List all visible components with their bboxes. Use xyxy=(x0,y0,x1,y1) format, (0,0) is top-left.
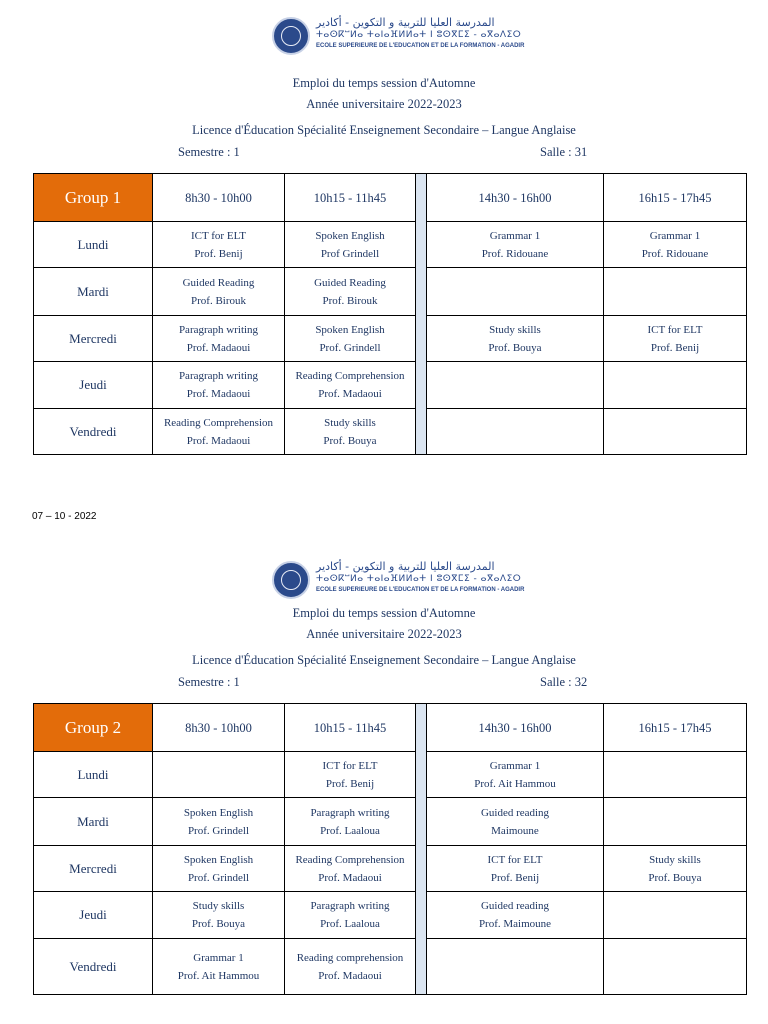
class-cell xyxy=(427,362,604,409)
class-cell xyxy=(285,222,416,268)
class-cell xyxy=(153,409,285,455)
document-date: 07 – 10 - 2022 xyxy=(32,511,97,522)
professor-name: Prof. Bouya xyxy=(648,871,702,884)
class-cell xyxy=(427,892,604,939)
class-cell xyxy=(285,362,416,409)
professor-name: Prof Grindell xyxy=(320,247,380,260)
day-label: Vendredi xyxy=(34,409,153,455)
class-cell xyxy=(604,752,747,798)
room-label: Salle : 32 xyxy=(540,675,588,689)
class-cell xyxy=(285,798,416,846)
school-logo xyxy=(272,560,525,600)
class-cell xyxy=(604,316,747,362)
academic-year: Année universitaire 2022-2023 xyxy=(306,97,462,111)
professor-name: Prof. Madaoui xyxy=(186,434,251,447)
schedule-block-2 xyxy=(0,530,768,1000)
slot-header: 8h30 - 10h00 xyxy=(153,704,285,752)
class-cell xyxy=(285,316,416,362)
day-label: Mardi xyxy=(34,798,153,846)
professor-name: Prof. Laaloua xyxy=(320,918,380,930)
slot-header: 10h15 - 11h45 xyxy=(285,704,416,752)
professor-name: Prof. Bouya xyxy=(191,918,246,930)
course-name: Reading comprehension xyxy=(296,951,404,964)
course-name: Study skills xyxy=(489,323,541,336)
course-name: Guided Reading xyxy=(182,276,255,289)
group-label: Group 1 xyxy=(34,174,153,222)
class-cell xyxy=(604,268,747,316)
course-name: Guided Reading xyxy=(314,276,386,289)
course-name: ICT for ELT xyxy=(191,229,246,242)
class-cell xyxy=(604,798,747,846)
schedule-title: Emploi du temps session d'Automne xyxy=(292,606,476,620)
school-name-tifinagh: ⵜⴰⵙⴽⵯⵍⴰ ⵜⴰⵏⴰⴼⵍⵍⴰⵜ ⵏ ⵓⵙⴳⵎⵉ - ⴰⴳⴰⴷⵉⵔ xyxy=(316,574,522,584)
school-name-tifinagh: ⵜⴰⵙⴽⵯⵍⴰ ⵜⴰⵏⴰⴼⵍⵍⴰⵜ ⵏ ⵓⵙⴳⵎⵉ - ⴰⴳⴰⴷⵉⵔ xyxy=(316,30,522,40)
class-cell xyxy=(427,409,604,455)
class-cell xyxy=(285,939,416,995)
professor-name: Prof. Maimoune xyxy=(478,918,552,930)
day-label: Mercredi xyxy=(34,316,153,362)
school-name-french: ECOLE SUPERIEURE DE L'EDUCATION ET DE LA FORMATION - AGADIR xyxy=(316,587,525,593)
group-label: Group 2 xyxy=(34,704,153,752)
day-label: Jeudi xyxy=(34,892,153,939)
class-cell xyxy=(427,798,604,846)
course-name: Grammar 1 xyxy=(489,759,541,772)
course-name: Guided reading xyxy=(480,900,550,912)
schedule-title: Emploi du temps session d'Automne xyxy=(292,76,476,90)
class-cell xyxy=(153,222,285,268)
day-label: Vendredi xyxy=(34,939,153,995)
course-name: Grammar 1 xyxy=(489,229,541,242)
course-name: Study skills xyxy=(649,853,701,866)
class-cell xyxy=(427,846,604,892)
day-label: Mardi xyxy=(34,268,153,316)
professor-name: Prof. Grindell xyxy=(187,871,250,884)
professor-name: Prof. Benij xyxy=(325,777,375,790)
timetable-group-2 xyxy=(33,703,747,995)
class-cell xyxy=(153,268,285,316)
day-label: Jeudi xyxy=(34,362,153,409)
school-name-french: ECOLE SUPERIEURE DE L'EDUCATION ET DE LA FORMATION - AGADIR xyxy=(316,43,525,49)
class-cell xyxy=(604,939,747,995)
class-cell xyxy=(285,409,416,455)
lunch-break-column xyxy=(416,704,427,995)
professor-name: Prof. Laaloua xyxy=(320,824,380,837)
schedule-block-1 xyxy=(0,0,768,470)
room-label: Salle : 31 xyxy=(540,145,588,159)
professor-name: Prof. Benij xyxy=(194,247,243,260)
professor-name: Prof. Madaoui xyxy=(186,388,251,400)
professor-name: Prof. Benij xyxy=(490,871,540,884)
professor-name: Prof. Madaoui xyxy=(318,388,382,400)
class-cell xyxy=(427,939,604,995)
course-name: ICT for ELT xyxy=(322,759,378,772)
professor-name: Prof. Birouk xyxy=(191,294,246,307)
class-cell xyxy=(153,892,285,939)
class-cell xyxy=(604,222,747,268)
day-label: Mercredi xyxy=(34,846,153,892)
professor-name: Maimoune xyxy=(491,824,539,837)
professor-name: Prof. Birouk xyxy=(322,294,378,307)
course-name: Spoken English xyxy=(183,806,254,819)
slot-header: 16h15 - 17h45 xyxy=(604,174,747,222)
course-name: Paragraph writing xyxy=(310,900,390,912)
professor-name: Prof. Madaoui xyxy=(318,871,382,884)
professor-name: Prof. Benij xyxy=(650,341,700,354)
class-cell xyxy=(153,362,285,409)
class-cell xyxy=(604,409,747,455)
course-name: Paragraph writing xyxy=(178,370,259,382)
class-cell xyxy=(427,752,604,798)
day-label: Lundi xyxy=(34,222,153,268)
slot-header: 10h15 - 11h45 xyxy=(285,174,416,222)
course-name: ICT for ELT xyxy=(487,853,543,866)
course-name: Guided reading xyxy=(480,806,550,819)
school-seal-icon xyxy=(272,561,310,599)
class-cell xyxy=(427,316,604,362)
slot-header: 16h15 - 17h45 xyxy=(604,704,747,752)
professor-name: Prof. Ridouane xyxy=(641,247,709,260)
class-cell xyxy=(153,752,285,798)
course-name: Study skills xyxy=(324,416,376,429)
course-name: Paragraph writing xyxy=(178,323,259,336)
course-name: Spoken English xyxy=(315,323,385,336)
slot-header: 14h30 - 16h00 xyxy=(427,704,604,752)
class-cell xyxy=(285,752,416,798)
professor-name: Prof. Bouya xyxy=(488,341,542,354)
program-title: Licence d'Éducation Spécialité Enseignement Secondaire – Langue Anglaise xyxy=(192,653,576,667)
lunch-break-column xyxy=(416,174,427,455)
class-cell xyxy=(153,939,285,995)
course-name: Reading Comprehension xyxy=(163,416,274,429)
professor-name: Prof. Ait Hammou xyxy=(177,969,260,982)
professor-name: Prof. Madaoui xyxy=(318,969,382,982)
slot-header: 14h30 - 16h00 xyxy=(427,174,604,222)
academic-year: Année universitaire 2022-2023 xyxy=(306,627,462,641)
course-name: Reading Comprehension xyxy=(295,853,405,866)
course-name: Reading Comprehension xyxy=(295,370,405,382)
class-cell xyxy=(153,846,285,892)
course-name: Study skills xyxy=(192,900,245,912)
school-name-arabic: المدرسة العليا للتربية و التكوين - أكادير xyxy=(316,16,495,29)
class-cell xyxy=(604,362,747,409)
school-name-arabic: المدرسة العليا للتربية و التكوين - أكادير xyxy=(316,560,495,573)
class-cell xyxy=(604,846,747,892)
course-name: Spoken English xyxy=(315,229,385,242)
program-title: Licence d'Éducation Spécialité Enseignement Secondaire – Langue Anglaise xyxy=(192,123,576,137)
semester-label: Semestre : 1 xyxy=(178,675,240,689)
course-name: ICT for ELT xyxy=(647,323,703,336)
class-cell xyxy=(285,892,416,939)
professor-name: Prof. Bouya xyxy=(323,434,377,447)
class-cell xyxy=(153,316,285,362)
slot-header: 8h30 - 10h00 xyxy=(153,174,285,222)
class-cell xyxy=(427,222,604,268)
class-cell xyxy=(604,892,747,939)
class-cell xyxy=(285,268,416,316)
professor-name: Prof. Grindell xyxy=(319,341,381,354)
course-name: Paragraph writing xyxy=(310,806,390,819)
school-seal-icon xyxy=(272,17,310,55)
course-name: Grammar 1 xyxy=(649,229,701,242)
day-label: Lundi xyxy=(34,752,153,798)
class-cell xyxy=(153,798,285,846)
professor-name: Prof. Ridouane xyxy=(481,247,549,260)
timetable-group-1 xyxy=(33,173,747,455)
course-name: Spoken English xyxy=(183,853,254,866)
professor-name: Prof. Ait Hammou xyxy=(474,777,556,790)
class-cell xyxy=(427,268,604,316)
course-name: Grammar 1 xyxy=(193,951,244,964)
school-logo xyxy=(272,16,525,56)
professor-name: Prof. Madaoui xyxy=(186,341,251,354)
class-cell xyxy=(285,846,416,892)
semester-label: Semestre : 1 xyxy=(178,145,240,159)
professor-name: Prof. Grindell xyxy=(187,824,250,837)
